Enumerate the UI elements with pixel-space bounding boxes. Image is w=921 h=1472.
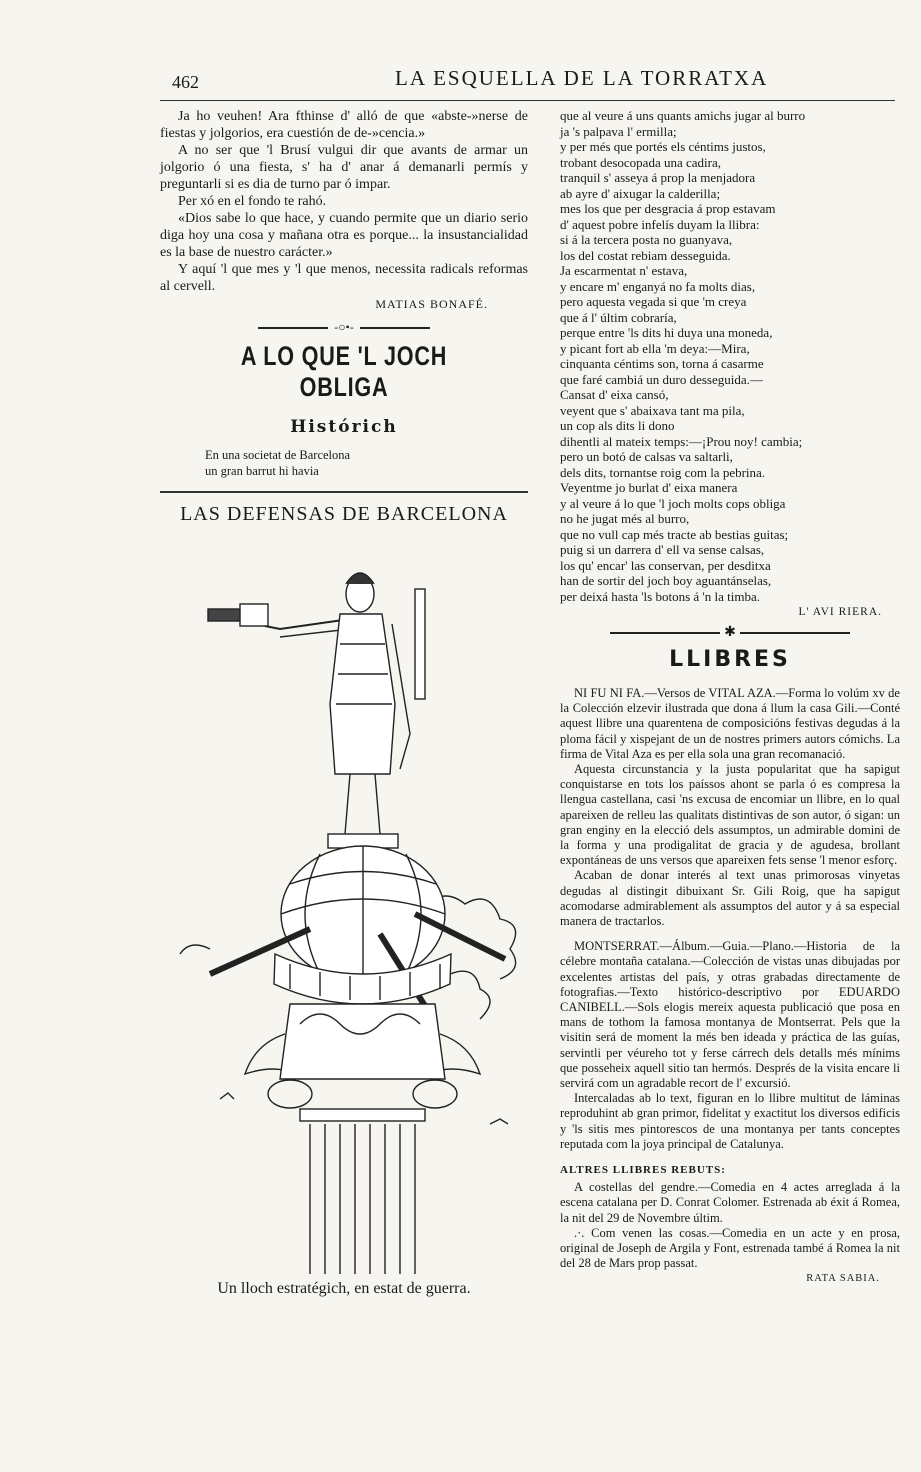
ornament-divider — [560, 624, 900, 641]
other-books-heading: ALTRES LLIBRES REBUTS: — [560, 1164, 726, 1177]
final-signature: RATA SABIA. — [806, 1273, 880, 1285]
verse-line: pero un botó de calsas va saltarli, — [560, 449, 733, 464]
ornament-divider — [160, 320, 528, 335]
section-title: LLIBRES — [669, 647, 791, 672]
ornament-glyph: -○•- — [334, 320, 354, 334]
verse-line: veyent que s' abaixava tant ma pila, — [560, 402, 745, 418]
poem-signature: L' AVI RIERA. — [798, 606, 882, 618]
verse-line: dels dits, tornantse roig com la pebrina. — [560, 464, 766, 480]
verse-line: no he jugat més al burro, — [560, 511, 690, 526]
running-head: LA ESQUELLA DE LA TORRATXA — [395, 66, 769, 90]
article-subtitle: Histórich — [290, 417, 398, 437]
verse-line: trobant desocopada una cadira, — [560, 154, 721, 170]
verse-line: En una societat de Barcelona — [205, 448, 351, 462]
verse-line: los del costat rebiam desseguida. — [560, 247, 731, 263]
verse-line: y per més que portés els céntims justos, — [560, 139, 766, 154]
review-paragraph: Intercaladas ab lo text, figuran en lo llibre multitut de láminas reproduhint ab gran primor, fidelitat y exactitut los diversos edificis y 'ls sitis mes pintorescos de una montanya per tants conceptes reputada com la joya principal de Catalunya. — [560, 1091, 900, 1151]
review-paragraph: Acaban de donar interés al text unas primorosas vinyetas degudas al distingit dibuixant Sr. Gili Roig, que ha sapigut acomodarse admirablement als assumptos del autor y á sa especial manera de tractarlos. — [560, 868, 900, 929]
paragraph: Ja ho veuhen! Ara fthinse d' alló de que «abste-»nerse de fiestas y jolgorios, era cuestión de de-»cencia.» — [160, 109, 528, 141]
verse-line: dihentli al mateix temps:—¡Prou noy! cambia; — [560, 433, 803, 449]
verse-line: si á la tercera posta no guanyava, — [560, 232, 733, 247]
verse-line: ab ayre d' aixugar la calderilla; — [560, 185, 721, 201]
verse-line: ja 's palpava l' ermilla; — [560, 123, 677, 139]
header-rule — [160, 100, 895, 101]
review-paragraph: MONTSERRAT.—Álbum.—Guia.—Plano.—Historia de la célebre montaña catalana.—Colección de vistas unas dibujadas por excelentes artistas del país, y otras grabadas directamente de fotografias.—Texto histórico-descriptivo por EDUARDO CANIBELL.—Sols elogis mereix aquesta publicació que posa en mans de tothom la famosa montanya de Montserrat. Pels que la visitin será de moment la més ben ideada y práctica de las guías, servintli per véureho tot y ferse cárrech dels detalls més mínims que posseheix aquell sitio tan hermós. Després de la visita encare li servirá com un agradable recort de l' excursió. — [560, 939, 900, 1091]
verse-line: y encare m' enganyá no fa molts dias, — [560, 278, 756, 294]
section-rule — [160, 491, 528, 493]
ornament-glyph: ✱ — [724, 625, 736, 640]
verse-line: tranquil s' asseya á prop la menjadora — [560, 170, 756, 185]
verse-line: han de sortir del joch boy aguantánselas, — [560, 573, 772, 588]
review-paragraph: NI FU NI FA.—Versos de VITAL AZA.—Forma lo volúm xv de la Colección elzevir ilustrada que dona á llum la casa Gili.—Conté aquest llibre una quarentena de composicións festivas degudas á la ploma fácil y xispejant de un de nostres primers autors cómichs. La firma de Vital Aza es per ella sola una gran recomanació. — [560, 686, 900, 761]
paragraph: Per xó en el fondo te rahó. — [178, 194, 327, 209]
verse-line: cinquanta céntims son, torna á casarme — [560, 356, 764, 371]
paragraph: A no ser que 'l Brusí vulgui dir que avants de armar un jolgorio ó una fiesta, s' ha d' anar á demanarli permís y preguntarli si es dia de turno par ó impar. — [160, 143, 528, 192]
right-column — [560, 108, 900, 1284]
verse-line: mes los que per desgracia á prop estavam — [560, 201, 776, 216]
verse-line: y al veure á lo que 'l joch molts cops obliga — [560, 495, 786, 511]
verse-line: puig si un darrera d' ell va sense calsas, — [560, 542, 765, 557]
verse-line: pero aquesta vegada si que 'm creya — [560, 294, 747, 309]
verse-line: un cop als dits li dono — [560, 418, 675, 433]
verse-line: Ja escarmentat n' estava, — [560, 263, 688, 278]
author-signature: MATIAS BONAFÉ. — [375, 297, 488, 311]
article-title: A LO QUE 'L JOCH OBLIGA — [240, 341, 448, 402]
verse-line: per deixá hasta 'ls botons á 'n la timba. — [560, 588, 760, 604]
poem-verses — [560, 108, 900, 604]
other-book-entry: A costellas del gendre.—Comedia en 4 actes arreglada á la escena catalana per D. Conrat Colomer. Estrenada ab éxit á Romea, la nit del 29 de Novembre últim. — [560, 1180, 900, 1225]
verse-line: un gran barrut hi havia — [205, 464, 319, 478]
verse-line: Cansat d' eixa cansó, — [560, 387, 669, 402]
cartoon-title: LAS DEFENSAS DE BARCELONA — [180, 503, 508, 525]
verse-line: perque entre 'ls dits hi duya una moneda, — [560, 325, 773, 340]
other-book-entry: .·. Com venen las cosas.—Comedia en un acte y en prosa, original de Joseph de Argila y Font, estrenada també á Romea la nit del 28 de Mars prop passat. — [560, 1225, 900, 1271]
review-paragraph: Aquesta circunstancia y la justa popularitat que ha sapigut conquistarse en tots los paíssos ahont se parla ó es compresa la llengua castellana, casi 'ns excusa de encomiar un llibre, en lo qual apareixen de relleu las qualitats distintivas de son autor, ó sigan: un gran enginy en la elecció dels assumptos, un admirable domini de la forma y una prodigalitat de gracia y de agudesa, brollant expontáneas de uns versos que apareixen fets sense 'l menor esforç. — [560, 762, 900, 868]
paragraph: «Dios sabe lo que hace, y cuando permite que un diario serio diga hoy una cosa y mañana otra es porque... la insustancialidad es la base de nuestro carácter.» — [160, 211, 528, 260]
left-column — [160, 108, 528, 1298]
verse-line: que á l' últim cobraría, — [560, 309, 677, 325]
verse-line: y picant fort ab ella 'm deya:—Mira, — [560, 340, 750, 356]
verse-line: que faré cambiá un duro desseguida.— — [560, 371, 763, 387]
columbus-monument-illustration — [160, 534, 528, 1274]
verse-line: que al veure á uns quants amichs jugar al burro — [560, 108, 806, 123]
verse-line: d' aquest pobre infelís duyam la llibra: — [560, 216, 760, 232]
verse-line: Veyentme jo burlat d' eixa manera — [560, 480, 738, 495]
paragraph: Y aquí 'l que mes y 'l que menos, necessita radicals reformas al cervell. — [160, 262, 528, 294]
verse-intro — [205, 447, 528, 479]
cartoon-caption: Un lloch estratégich, en estat de guerra. — [217, 1280, 471, 1297]
page-number: 462 — [172, 72, 199, 92]
verse-line: los qu' encar' las conservan, per desditxa — [560, 557, 771, 573]
verse-line: que no vull cap més tracte ab bestias guitas; — [560, 526, 789, 542]
